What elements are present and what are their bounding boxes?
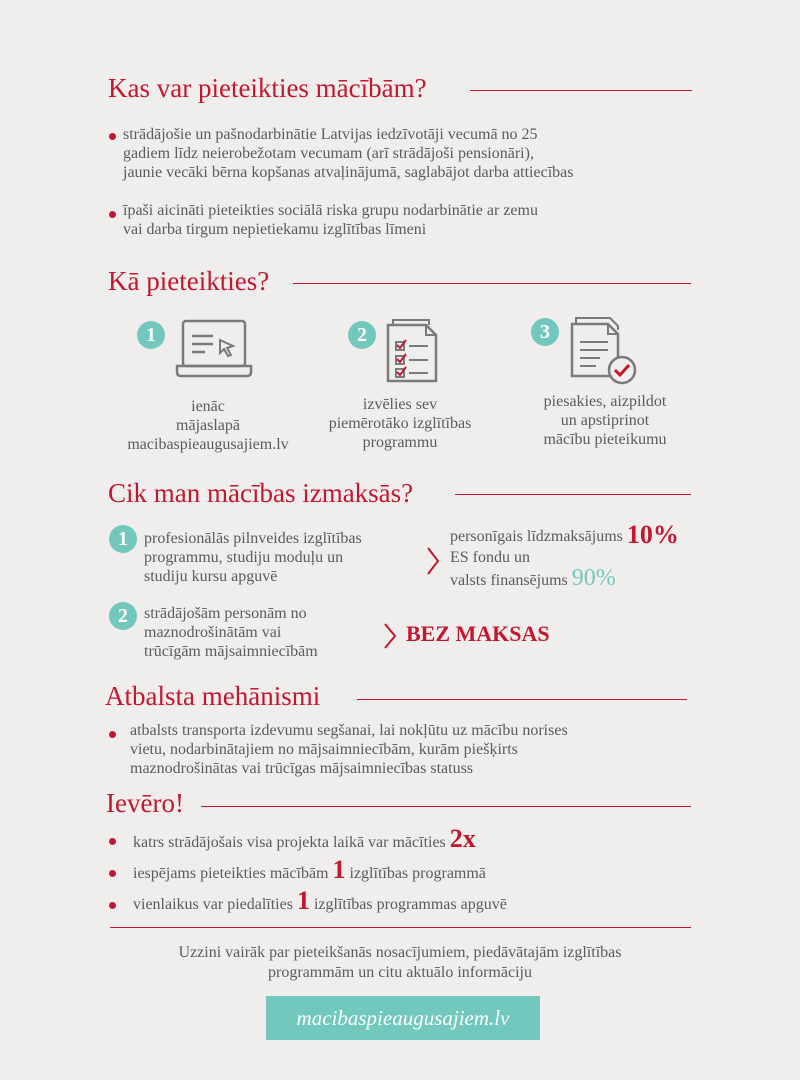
section-title-cost: Cik man mācības izmaksās? bbox=[108, 478, 414, 508]
text-line: jaunie vecāki bērna kopšanas atvaļinājumā, saglabājot darba attiecības bbox=[123, 164, 574, 181]
title-rule bbox=[455, 494, 691, 495]
text-line: un apstiprinot bbox=[560, 412, 650, 429]
cost-item-number-badge: 1 bbox=[109, 525, 137, 553]
fund-label: valsts finansējums bbox=[450, 572, 568, 589]
bullet-dot bbox=[109, 211, 116, 218]
section-title-note: Ievēro! bbox=[106, 788, 184, 818]
step-link-text: macibaspieaugusajiem.lv bbox=[127, 436, 289, 453]
text-line: atbalsts transporta izdevumu segšanai, lai nokļūtu uz mācību norises bbox=[130, 722, 568, 739]
bullet-dot bbox=[109, 870, 116, 877]
text-line: trūcīgām mājsaimniecībām bbox=[144, 643, 318, 660]
bullet-dot bbox=[109, 838, 116, 845]
text-line: mājaslapā bbox=[176, 417, 240, 434]
text-line: piesakies, aizpildot bbox=[543, 393, 667, 410]
text-line: izvēlies sev bbox=[362, 396, 438, 413]
funding-breakdown bbox=[450, 520, 679, 591]
free-of-charge-label: BEZ MAKSAS bbox=[406, 621, 550, 646]
text-line: gadiem līdz neierobežotam vecumam (arī strādājoši pensionāri), bbox=[123, 145, 534, 162]
title-rule bbox=[293, 283, 691, 284]
text-line: īpaši aicināti pieteikties sociālā riska grupu nodarbinātie ar zemu bbox=[123, 202, 538, 219]
note-text: katrs strādājošais visa projekta laikā var mācīties bbox=[133, 834, 446, 851]
support-text bbox=[130, 721, 568, 778]
title-rule bbox=[470, 90, 692, 91]
cofinance-row bbox=[450, 520, 679, 549]
text-line: piemērotāko izglītības bbox=[328, 415, 472, 432]
text-line: Uzzini vairāk par pieteikšanās nosacījumiem, piedāvātajām izglītības bbox=[178, 944, 622, 961]
step-number-badge: 2 bbox=[348, 321, 376, 349]
section-title-how-to-apply: Kā pieteikties? bbox=[108, 266, 270, 296]
section-title-who-can-apply: Kas var pieteikties mācībām? bbox=[108, 73, 427, 103]
text-line: profesionālās pilnveides izglītības bbox=[144, 530, 362, 547]
text-line: vai darba tirgum nepietiekamu izglītības līmeni bbox=[123, 221, 427, 238]
step-1-text bbox=[98, 397, 318, 454]
note-number: 2x bbox=[449, 824, 476, 853]
note-item-3 bbox=[133, 888, 507, 918]
text-line: strādājošām personām no bbox=[144, 605, 307, 622]
document-check-icon bbox=[570, 316, 640, 386]
note-number: 1 bbox=[296, 886, 310, 915]
text-line: maznodrošinātām vai bbox=[144, 624, 282, 641]
note-item-2 bbox=[133, 857, 486, 887]
fund-value: 90% bbox=[571, 565, 616, 591]
note-text: izglītības programmā bbox=[349, 865, 486, 882]
step-number-badge: 3 bbox=[531, 318, 559, 346]
text-line: vietu, nodarbinātajiem no mājsaimniecībām, kurām piešķirts bbox=[130, 741, 518, 758]
note-text: iespējams pieteikties mācībām bbox=[133, 865, 329, 882]
text-line: studiju kursu apguvē bbox=[144, 568, 278, 585]
section-title-support: Atbalsta mehānismi bbox=[105, 681, 321, 711]
cost-item-1-text bbox=[144, 529, 362, 586]
step-number-badge: 1 bbox=[137, 321, 165, 349]
chevron-right-icon bbox=[383, 622, 397, 650]
eligibility-text-2 bbox=[123, 201, 538, 239]
cost-item-number-badge: 2 bbox=[109, 602, 137, 630]
step-3-text bbox=[500, 392, 710, 449]
cofinance-label: personīgais līdzmaksājums bbox=[450, 528, 623, 545]
step-2-text bbox=[305, 395, 495, 452]
text-line: maznodrošinātas vai trūcīgas mājsaimniecības statuss bbox=[130, 760, 474, 777]
eligibility-text-1 bbox=[123, 125, 573, 182]
cofinance-value: 10% bbox=[626, 520, 679, 549]
footer-divider bbox=[110, 927, 691, 928]
title-rule bbox=[357, 699, 687, 700]
note-text: izglītības programmas apguvē bbox=[313, 896, 507, 913]
fund-row bbox=[450, 565, 679, 591]
text-line: ienāc bbox=[191, 398, 225, 415]
title-rule bbox=[201, 806, 691, 807]
laptop-icon bbox=[175, 318, 253, 380]
cost-item-2-text bbox=[144, 604, 318, 661]
note-text: vienlaikus var piedalīties bbox=[133, 896, 293, 913]
website-link-button[interactable]: macibaspieaugusajiem.lv bbox=[266, 996, 540, 1040]
text-line: strādājošie un pašnodarbinātie Latvijas iedzīvotāji vecumā no 25 bbox=[123, 126, 538, 143]
note-item-1 bbox=[133, 826, 476, 856]
note-number: 1 bbox=[332, 855, 346, 884]
footer-info-text bbox=[100, 943, 700, 983]
fund-label-line: ES fondu un bbox=[450, 549, 530, 566]
bullet-dot bbox=[109, 731, 116, 738]
checklist-icon bbox=[386, 318, 442, 384]
text-line: programmu bbox=[362, 434, 438, 451]
chevron-right-icon bbox=[426, 546, 440, 576]
bullet-dot bbox=[109, 133, 116, 140]
text-line: programmām un citu aktuālo informāciju bbox=[268, 964, 532, 981]
text-line: programmu, studiju moduļu un bbox=[144, 549, 344, 566]
bullet-dot bbox=[109, 902, 116, 909]
text-line: mācību pieteikumu bbox=[543, 431, 667, 448]
